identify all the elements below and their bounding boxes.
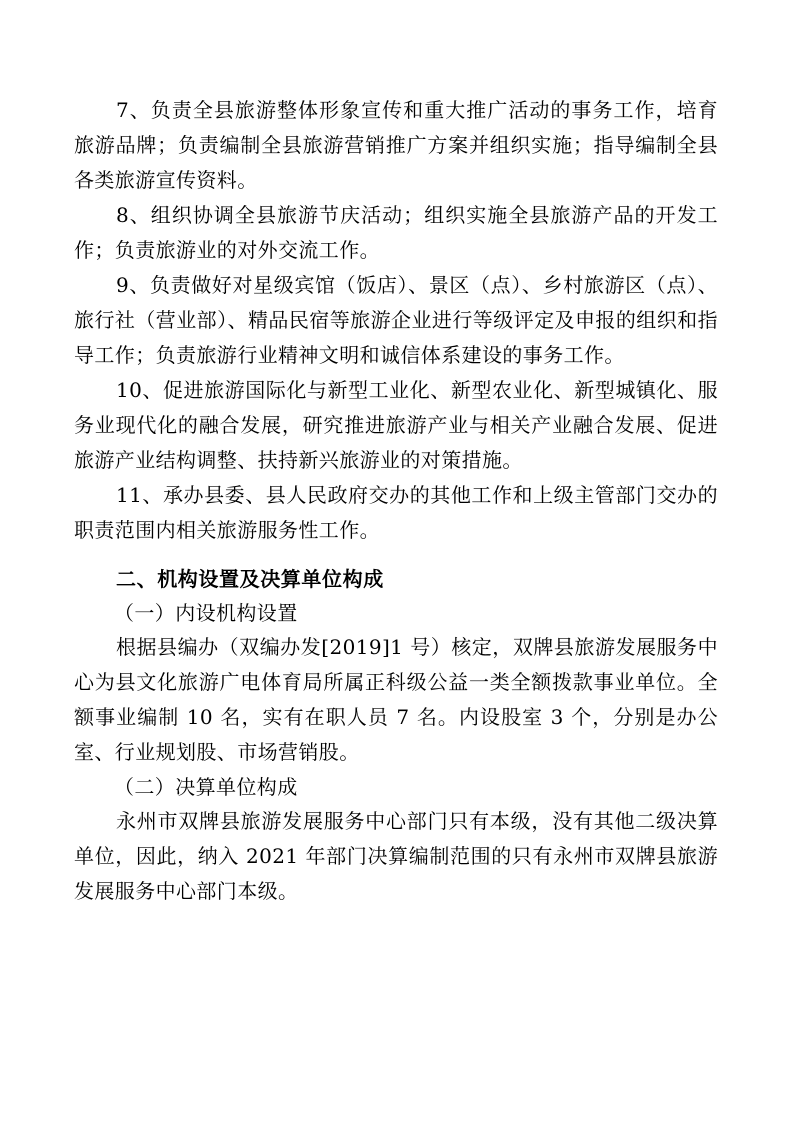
subsection-body-internal-structure: 根据县编办（双编办发[2019]1 号）核定，双牌县旅游发展服务中心为县文化旅游广电体育局所属正科级公益一类全额拨款事业单位。全额事业编制 10 名，实有在职人员 7 名。内设股室 3 个，分别是办公室、行业规划股、市场营销股。: [74, 635, 718, 764]
subsection-title-internal-structure: （一）内设机构设置: [114, 601, 298, 625]
subsection-title-accounting-units: （二）决算单位构成: [114, 775, 298, 799]
subsection-body-accounting-units: 永州市双牌县旅游发展服务中心部门只有本级，没有其他二级决算单位，因此，纳入 2021 年部门决算编制范围的只有永州市双牌县旅游发展服务中心部门本级。: [74, 809, 718, 903]
paragraph-item-8: 8、组织协调全县旅游节庆活动；组织实施全县旅游产品的开发工作；负责旅游业的对外交流工作。: [74, 203, 718, 262]
section-heading: 二、机构设置及决算单位构成: [116, 567, 384, 591]
paragraph-item-10: 10、促进旅游国际化与新型工业化、新型农业化、新型城镇化、服务业现代化的融合发展，研究推进旅游产业与相关产业融合发展、促进旅游产业结构调整、扶持新兴旅游业的对策措施。: [74, 378, 718, 472]
paragraph-item-9: 9、负责做好对星级宾馆（饭店）、景区（点）、乡村旅游区（点）、旅行社（营业部）、精品民宿等旅游企业进行等级评定及申报的组织和指导工作；负责旅游行业精神文明和诚信体系建设的事务工作。: [74, 273, 718, 367]
document-body: [74, 93, 718, 909]
paragraph-item-11: 11、承办县委、县人民政府交办的其他工作和上级主管部门交办的职责范围内相关旅游服务性工作。: [74, 483, 718, 542]
paragraph-item-7: 7、负责全县旅游整体形象宣传和重大推广活动的事务工作，培育旅游品牌；负责编制全县旅游营销推广方案并组织实施；指导编制全县各类旅游宣传资料。: [74, 98, 718, 192]
